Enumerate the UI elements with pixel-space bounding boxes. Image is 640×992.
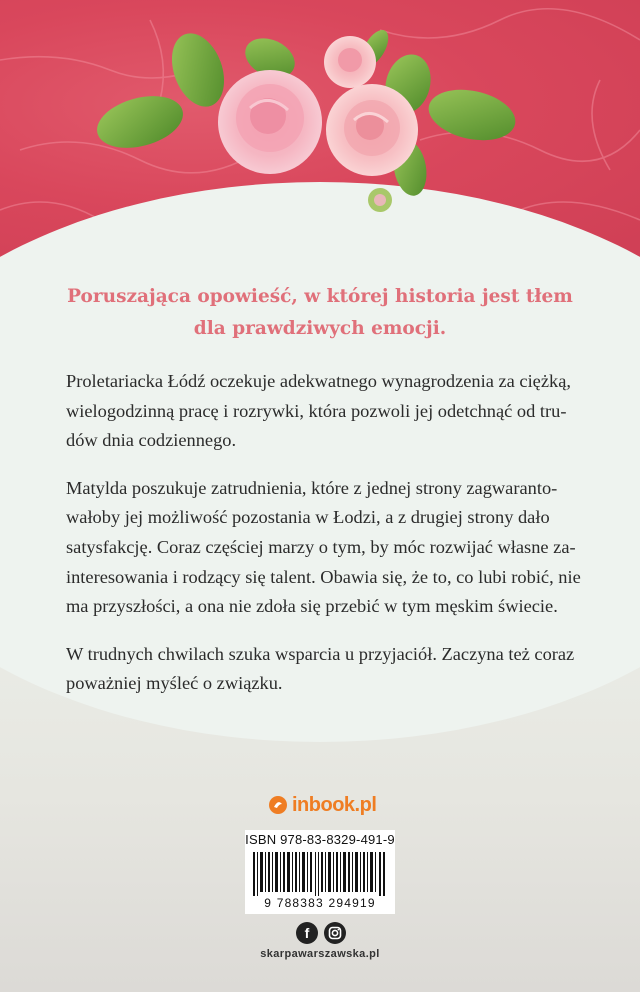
roses-illustration (0, 0, 640, 262)
instagram-icon[interactable] (324, 922, 346, 944)
inbook-logo-icon (268, 795, 288, 815)
leaf-icon (91, 87, 188, 156)
barcode-bars (253, 852, 387, 896)
leaf-icon (424, 82, 520, 147)
publisher-website[interactable]: skarpawarszawska.pl (260, 948, 380, 960)
tagline (60, 281, 580, 345)
blurb-paragraph-2 (66, 474, 582, 622)
facebook-icon[interactable] (296, 922, 318, 944)
tagline-line-2: dla prawdziwych emocji. (193, 318, 447, 339)
text-line: poważniej myśleć o związku. (66, 673, 283, 694)
text-line: Matylda poszukuje zatrudnienia, które z jednej strony zagwaranto- (66, 477, 558, 498)
isbn-label: ISBN 978-83-8329-491-9 (245, 832, 395, 847)
barcode (245, 830, 395, 914)
text-line: W trudnych chwilach szuka wsparcia u przyjaciół. Zaczyna też coraz (66, 643, 575, 664)
tagline-line-1: Poruszająca opowieść, w której historia jest tłem (67, 286, 573, 307)
barcode-number: 9 788383 294919 (264, 896, 376, 910)
text-line: ma przyszłości, a ona nie zdoła się przebić w tym męskim świecie. (66, 596, 558, 617)
blurb-paragraph-1 (66, 367, 582, 456)
blurb-paragraph-3 (66, 640, 582, 699)
publisher-name: inbook (292, 793, 355, 816)
publisher-logo (268, 792, 376, 818)
text-line: wielogodzinną pracę i rozrywki, która pozwoli jej odetchnąć od tru- (66, 400, 567, 421)
social-icons (296, 922, 346, 944)
text-line: Proletariacka Łódź oczekuje adekwatnego wynagrodzenia za ciężką, (66, 371, 571, 391)
text-line: interesowania i rodzący się talent. Obawia się, że to, co lubi robić, nie (66, 566, 581, 587)
publisher-suffix: .pl (354, 793, 377, 816)
blurb (66, 367, 582, 717)
facebook-glyph: f (304, 925, 310, 941)
text-line: satysfakcję. Coraz częściej marzy o tym, by móc rozwijać własne za- (66, 536, 576, 557)
text-line: wałoby jej możliwość pozostania w Łodzi, a z drugiej strony dało (66, 507, 550, 528)
text-line: dów dnia codziennego. (66, 430, 237, 451)
